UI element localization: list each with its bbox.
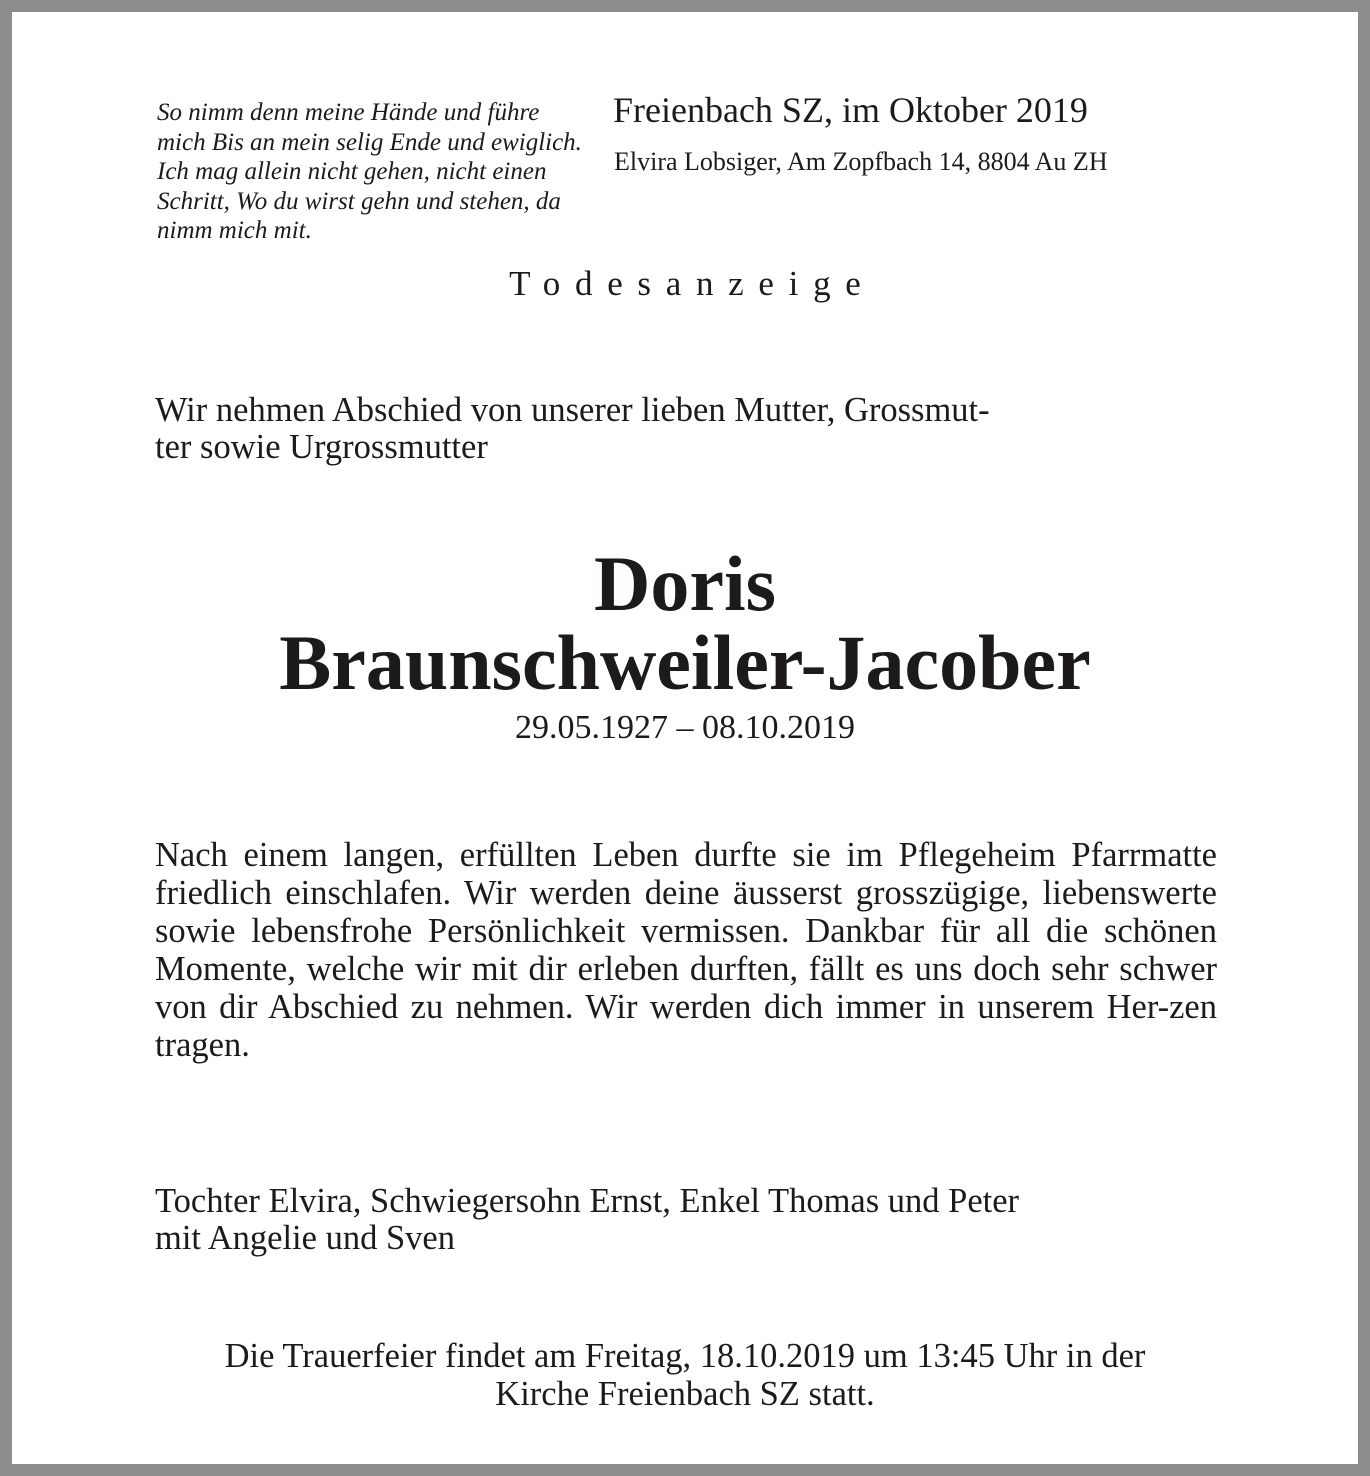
family-signature: Tochter Elvira, Schwiegersohn Ernst, Enkel Thomas und Peter mit Angelie und Sven <box>155 1182 1020 1257</box>
deceased-first-name: Doris <box>594 540 776 627</box>
obituary-card <box>12 12 1358 1464</box>
deceased-last-name: Braunschweiler-Jacober <box>279 619 1091 706</box>
body-text: Nach einem langen, erfüllten Leben durfte sie im Pflegeheim Pfarrmatte friedlich einschlafen. Wir werden deine äusserst grosszügige, liebenswerte sowie lebensfrohe Persönlichkeit vermissen. Dankbar für all die schönen Momente, welche wir mit dir erleben durften, fällt es uns doch sehr schwer von dir Abschied zu nehmen. Wir werden dich immer in unserem Her-zen tragen. <box>155 836 1217 1064</box>
life-dates: 29.05.1927 – 08.10.2019 <box>515 709 855 746</box>
intro-text: Wir nehmen Abschied von unserer lieben Mutter, Grossmut- ter sowie Urgrossmutter <box>155 391 990 466</box>
notice-type-heading: Todesanzeige <box>509 264 876 303</box>
place-date: Freienbach SZ, im Oktober 2019 <box>613 90 1088 130</box>
deceased-name <box>12 540 1358 706</box>
contact-address: Elvira Lobsiger, Am Zopfbach 14, 8804 Au ZH <box>614 147 1108 176</box>
bible-quote: So nimm denn meine Hände und führe mich Bis an mein selig Ende und ewiglich. Ich mag allein nicht gehen, nicht einen Schritt, Wo du wirst gehn und stehen, da nimm mich mit. <box>157 99 582 244</box>
funeral-service-info: Die Trauerfeier findet am Freitag, 18.10.2019 um 13:45 Uhr in der Kirche Freienbach SZ statt. <box>224 1337 1146 1413</box>
